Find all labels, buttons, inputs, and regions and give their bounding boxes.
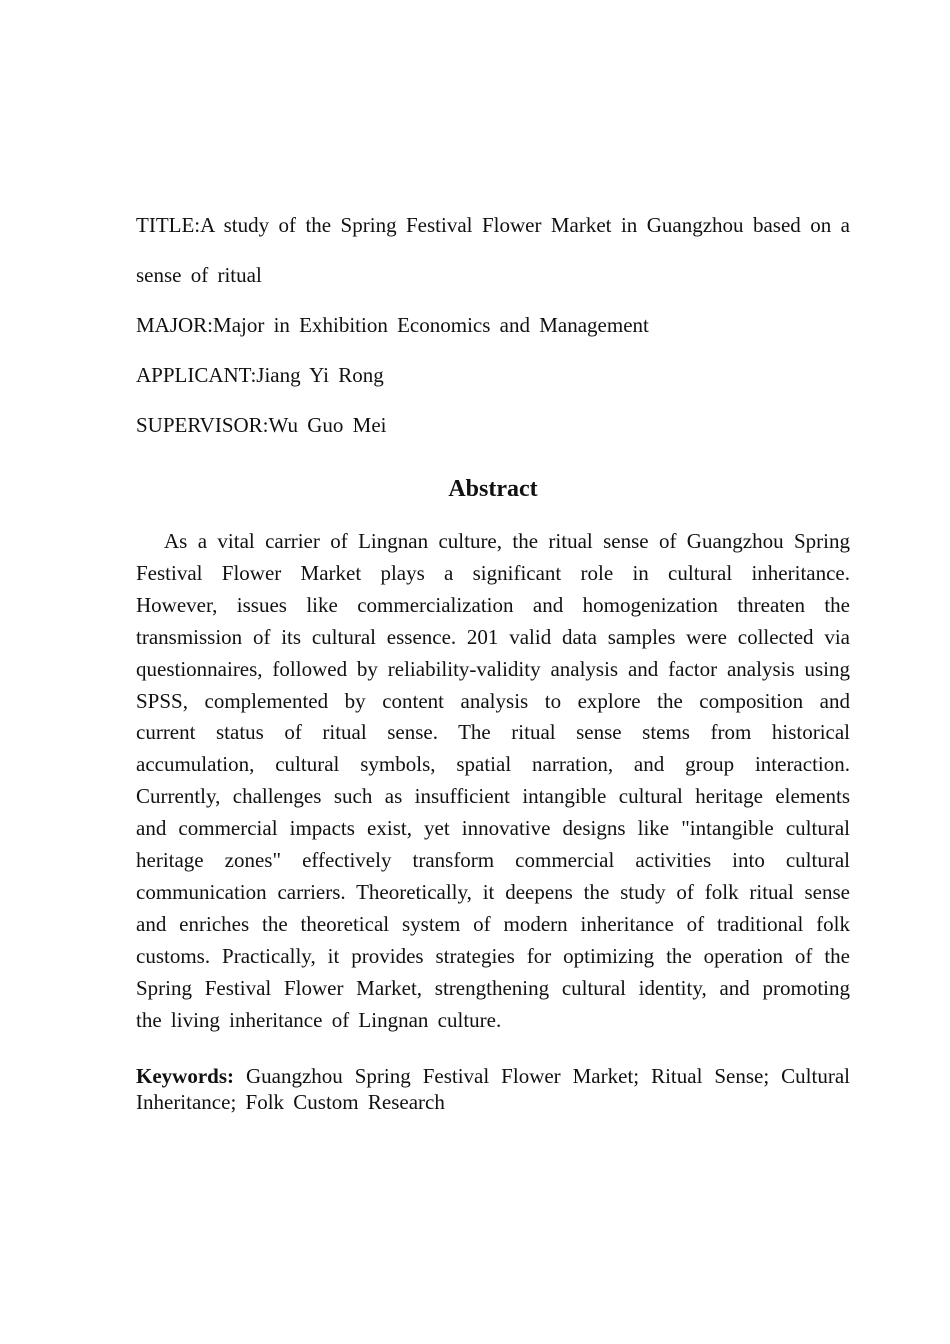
keywords-label: Keywords: [136, 1063, 234, 1088]
keywords-text: Guangzhou Spring Festival Flower Market; Ritual Sense; Cultural Inheritance; Folk Custom Research [136, 1063, 850, 1114]
abstract-page-content [136, 200, 850, 1115]
abstract-body-paragraph: As a vital carrier of Lingnan culture, the ritual sense of Guangzhou Spring Festival Flower Market plays a significant role in cultural inheritance. However, issues like commercialization and homogenization threaten the transmission of its cultural essence. 201 valid data samples were collected via questionnaires, followed by reliability-validity analysis and factor analysis using SPSS, complemented by content analysis to explore the composition and current status of ritual sense. The ritual sense stems from historical accumulation, cultural symbols, spatial narration, and group interaction. Currently, challenges such as insufficient intangible cultural heritage elements and commercial impacts exist, yet innovative designs like "intangible cultural heritage zones" effectively transform commercial activities into cultural communication carriers. Theoretically, it deepens the study of folk ritual sense and enriches the theoretical system of modern inheritance of traditional folk customs. Practically, it provides strategies for optimizing the operation of the Spring Festival Flower Market, strengthening cultural identity, and promoting the living inheritance of Lingnan culture. [136, 529, 850, 1032]
applicant-line: APPLICANT:Jiang Yi Rong [136, 363, 384, 387]
abstract-heading: Abstract [448, 476, 538, 502]
keywords-paragraph [136, 1063, 850, 1115]
thesis-title-line: TITLE:A study of the Spring Festival Flower Market in Guangzhou based on a sense of ritual [136, 213, 850, 287]
major-line: MAJOR:Major in Exhibition Economics and Management [136, 313, 649, 337]
supervisor-line: SUPERVISOR:Wu Guo Mei [136, 413, 387, 437]
